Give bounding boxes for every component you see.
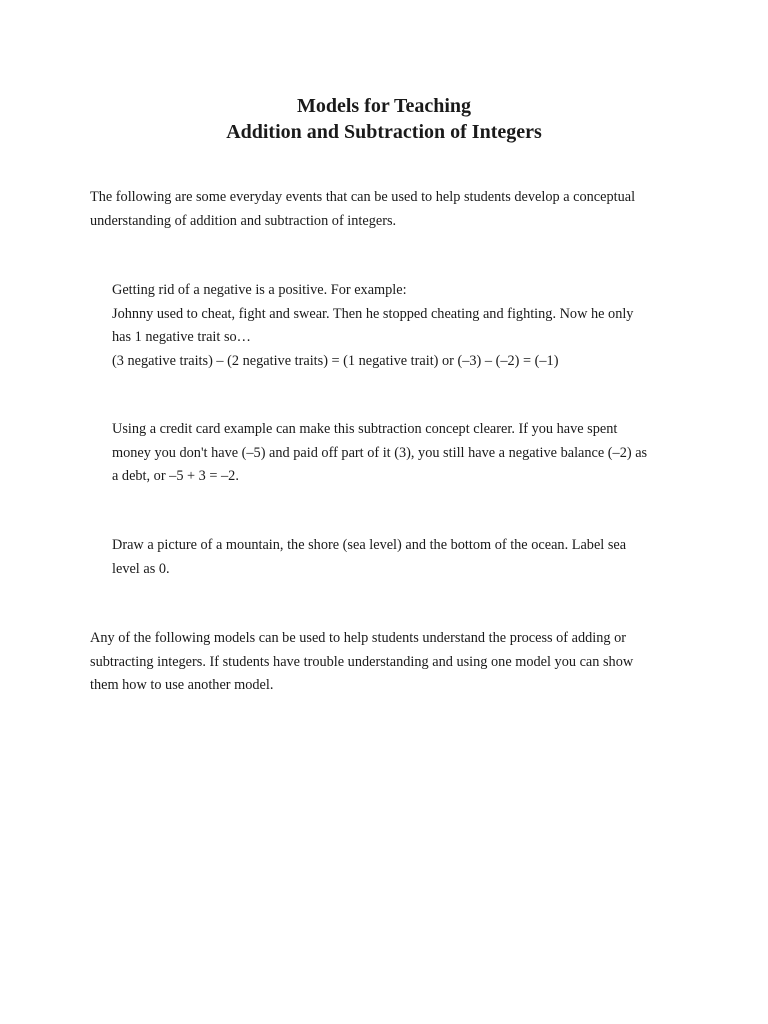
paragraph-line: Using a credit card example can make this subtraction concept clearer. If you have spent xyxy=(112,421,618,437)
paragraph-line: Getting rid of a negative is a positive. For example: xyxy=(112,282,407,298)
paragraph-line: understanding of addition and subtraction of integers. xyxy=(90,212,397,229)
title-line-1: Models for Teaching xyxy=(296,95,472,117)
paragraph-line: subtracting integers. If students have trouble understanding and using one model you can show xyxy=(90,653,634,670)
outro-paragraph xyxy=(90,627,690,698)
page-title xyxy=(0,93,768,145)
negative-traits-example xyxy=(112,279,692,373)
credit-card-example xyxy=(112,418,692,489)
intro-paragraph xyxy=(90,186,690,233)
paragraph-line: (3 negative traits) – (2 negative traits) = (1 negative trait) or (–3) – (–2) = (–1) xyxy=(112,352,559,369)
paragraph-line: has 1 negative trait so… xyxy=(112,329,251,345)
mountain-example xyxy=(112,534,682,581)
title-line-2: Addition and Subtraction of Integers xyxy=(226,121,542,143)
paragraph-line: Draw a picture of a mountain, the shore (sea level) and the bottom of the ocean. Label sea xyxy=(112,537,627,553)
paragraph-line: money you don't have (–5) and paid off part of it (3), you still have a negative balance (–2) as xyxy=(112,444,648,461)
paragraph-line: Johnny used to cheat, fight and swear. Then he stopped cheating and fighting. Now he only xyxy=(112,305,634,322)
paragraph-line: The following are some everyday events that can be used to help students develop a conceptual xyxy=(90,189,636,205)
paragraph-line: level as 0. xyxy=(112,560,170,577)
paragraph-line: Any of the following models can be used to help students understand the process of adding or xyxy=(90,630,627,646)
paragraph-line: a debt, or –5 + 3 = –2. xyxy=(112,468,239,484)
paragraph-line: them how to use another model. xyxy=(90,677,274,693)
